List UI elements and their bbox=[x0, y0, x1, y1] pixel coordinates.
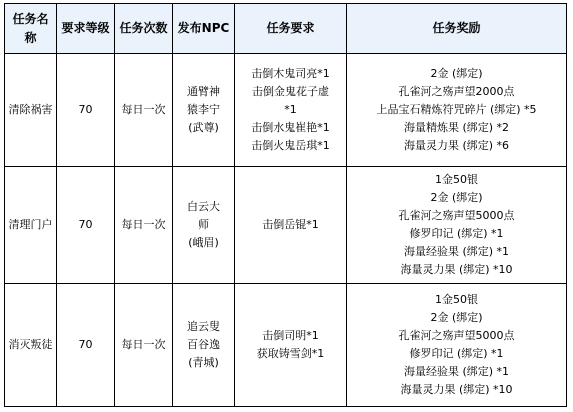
quest-name: 消灭叛徒 bbox=[5, 284, 57, 407]
quest-name: 清理门户 bbox=[5, 167, 57, 284]
requirement-line: 击倒金鬼花子虚 bbox=[252, 85, 329, 98]
npc-line: 百谷逸 bbox=[187, 338, 220, 351]
table-row bbox=[5, 167, 567, 284]
npc-line: 白云大 bbox=[187, 200, 220, 213]
requirement-line: 击倒火鬼岳琪*1 bbox=[251, 139, 330, 152]
quest-rewards bbox=[347, 284, 567, 407]
header-npc: 发布NPC bbox=[173, 4, 235, 54]
npc-line: 追云叟 bbox=[187, 320, 220, 333]
npc-line: (武尊) bbox=[188, 121, 219, 134]
header-count: 任务次数 bbox=[115, 4, 173, 54]
header-level: 要求等级 bbox=[57, 4, 115, 54]
requirement-line: 击倒司明*1 bbox=[262, 329, 319, 342]
requirement-line: 击倒水鬼崔艳*1 bbox=[251, 121, 330, 134]
quest-requirements bbox=[235, 167, 347, 284]
quest-npc bbox=[173, 54, 235, 167]
reward-line: 2金 (绑定) bbox=[430, 191, 483, 204]
header-row bbox=[5, 4, 567, 54]
reward-line: 1金50银 bbox=[435, 173, 478, 186]
quest-rewards bbox=[347, 54, 567, 167]
reward-line: 海量经验果 (绑定) *1 bbox=[403, 245, 510, 258]
requirement-line: 击倒岳锟*1 bbox=[262, 218, 319, 231]
quest-table bbox=[4, 3, 567, 407]
table-row bbox=[5, 54, 567, 167]
quest-requirements bbox=[235, 54, 347, 167]
quest-count: 每日一次 bbox=[115, 167, 173, 284]
reward-line: 2金 (绑定) bbox=[430, 311, 483, 324]
reward-line: 修罗印记 (绑定) *1 bbox=[409, 347, 504, 360]
npc-line: 猿李宁 bbox=[187, 103, 220, 116]
requirement-line: *1 bbox=[284, 103, 297, 116]
quest-requirements bbox=[235, 284, 347, 407]
reward-line: 上品宝石精炼符咒碎片 (绑定) *5 bbox=[376, 103, 537, 116]
quest-level: 70 bbox=[57, 167, 115, 284]
header-quest-name: 任务名称 bbox=[5, 4, 57, 54]
quest-level: 70 bbox=[57, 284, 115, 407]
reward-line: 海量精炼果 (绑定) *2 bbox=[403, 121, 510, 134]
quest-npc bbox=[173, 284, 235, 407]
npc-line: (青城) bbox=[188, 356, 219, 369]
header-requirements: 任务要求 bbox=[235, 4, 347, 54]
quest-count: 每日一次 bbox=[115, 54, 173, 167]
reward-line: 孔雀河之殇声望2000点 bbox=[398, 85, 515, 98]
reward-line: 海量经验果 (绑定) *1 bbox=[403, 365, 510, 378]
header-rewards: 任务奖励 bbox=[347, 4, 567, 54]
reward-line: 孔雀河之殇声望5000点 bbox=[398, 329, 515, 342]
table-row bbox=[5, 284, 567, 407]
quest-level: 70 bbox=[57, 54, 115, 167]
npc-line: 师 bbox=[198, 218, 209, 231]
npc-line: (峨眉) bbox=[188, 236, 219, 249]
reward-line: 修罗印记 (绑定) *1 bbox=[409, 227, 504, 240]
quest-count: 每日一次 bbox=[115, 284, 173, 407]
requirement-line: 获取铸雪剑*1 bbox=[256, 347, 325, 360]
reward-line: 2金 (绑定) bbox=[430, 67, 483, 80]
reward-line: 海量灵力果 (绑定) *10 bbox=[400, 263, 513, 276]
reward-line: 孔雀河之殇声望5000点 bbox=[398, 209, 515, 222]
reward-line: 海量灵力果 (绑定) *6 bbox=[403, 139, 510, 152]
quest-name: 清除祸害 bbox=[5, 54, 57, 167]
reward-line: 海量灵力果 (绑定) *10 bbox=[400, 383, 513, 396]
quest-rewards bbox=[347, 167, 567, 284]
npc-line: 通臂神 bbox=[187, 85, 220, 98]
requirement-line: 击倒木鬼司亮*1 bbox=[251, 67, 330, 80]
quest-npc bbox=[173, 167, 235, 284]
reward-line: 1金50银 bbox=[435, 293, 478, 306]
